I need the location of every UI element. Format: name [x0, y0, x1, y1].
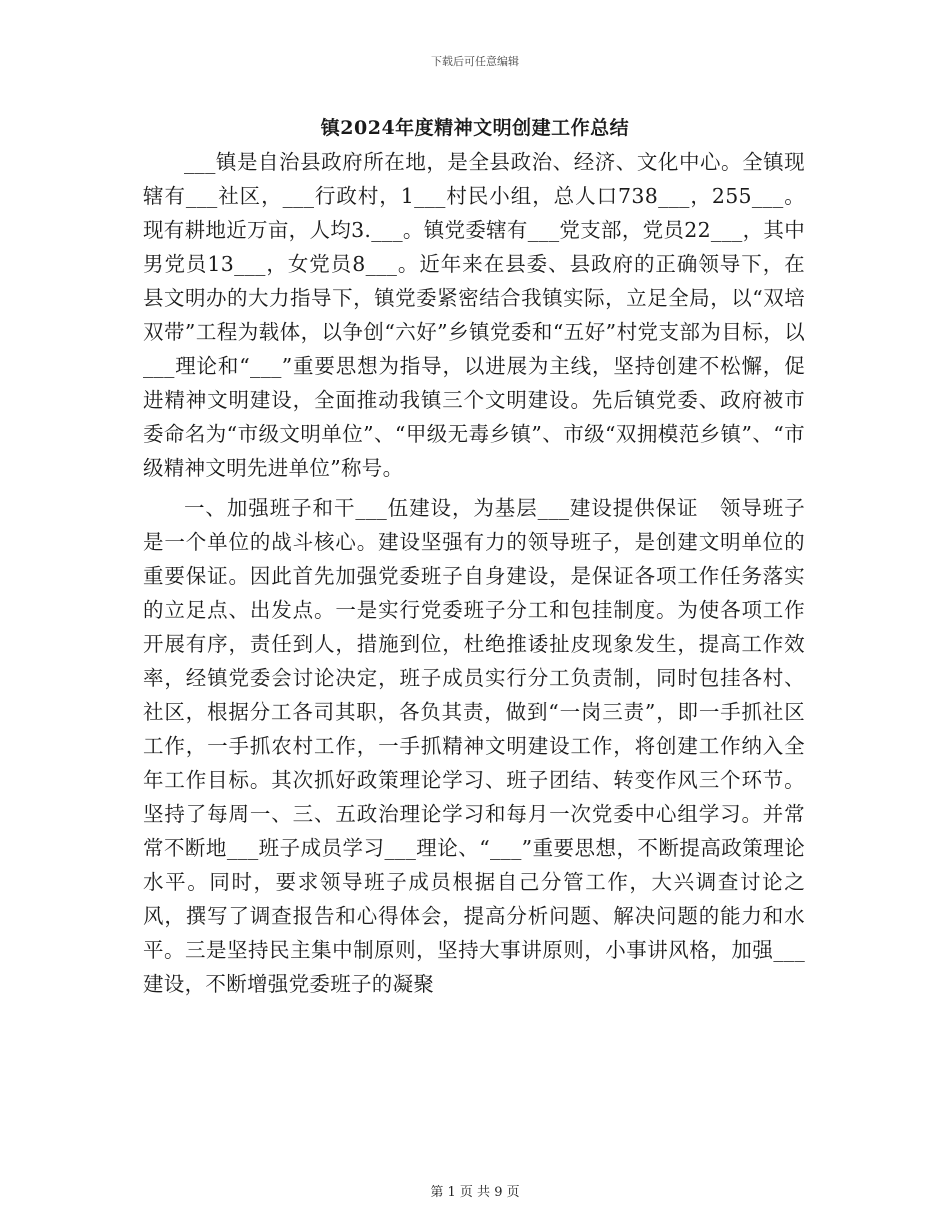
paragraph-intro: ___镇是自治县政府所在地，是全县政治、经济、文化中心。全镇现辖有___社区，___行政村，1___村民小组，总人口738___，255___。现有耕地近万亩，人均3.___。镇党委辖有___党支部，党员22___，其中男党员13___，女党员8___。近年来在县委、县政府的正确领导下，在县文明办的大力指导下，镇党委紧密结合我镇实际，立足全局，以“双培双带”工程为载体，以争创“六好”乡镇党委和“五好”村党支部为目标，以___理论和“___”重要思想为指导，以进展为主线，坚持创建不松懈，促进精神文明建设，全面推动我镇三个文明建设。先后镇党委、政府被市委命名为“市级文明单位”、“甲级无毒乡镇”、市级“双拥模范乡镇”、“市级精神文明先进单位”称号。	[143, 150, 805, 480]
paragraph-section-one: 一、加强班子和干___伍建设，为基层___建设提供保证 领导班子是一个单位的战斗核心。建设坚强有力的领导班子，是创建文明单位的重要保证。因此首先加强党委班子自身建设，是保证各项工作任务落实的立足点、出发点。一是实行党委班子分工和包挂制度。为使各项工作开展有序，责任到人，措施到位，杜绝推诿扯皮现象发生，提高工作效率，经镇党委会讨论决定，班子成员实行分工负责制，同时包挂各村、社区，根据分工各司其职，各负其责，做到“一岗三责”，即一手抓社区工作，一手抓农村工作，一手抓精神文明建设工作，将创建工作纳入全年工作目标。其次抓好政策理论学习、班子团结、转变作风三个环节。坚持了每周一、三、五政治理论学习和每月一次党委中心组学习。并常常不断地___班子成员学习___理论、“___”重要思想，不断提高政策理论水平。同时，要求领导班子成员根据自己分管工作，大兴调查讨论之风，撰写了调查报告和心得体会，提高分析问题、解决问题的能力和水平。三是坚持民主集中制原则，坚持大事讲原则，小事讲风格，加强___建设，不断增强党委班子的凝聚	[143, 496, 805, 996]
document-body	[143, 145, 805, 1001]
page-number: 第 1 页 共 9 页	[430, 1185, 520, 1200]
header-note: 下载后可任意编辑	[431, 55, 519, 68]
document-title: 镇2024年度精神文明创建工作总结	[320, 117, 630, 139]
